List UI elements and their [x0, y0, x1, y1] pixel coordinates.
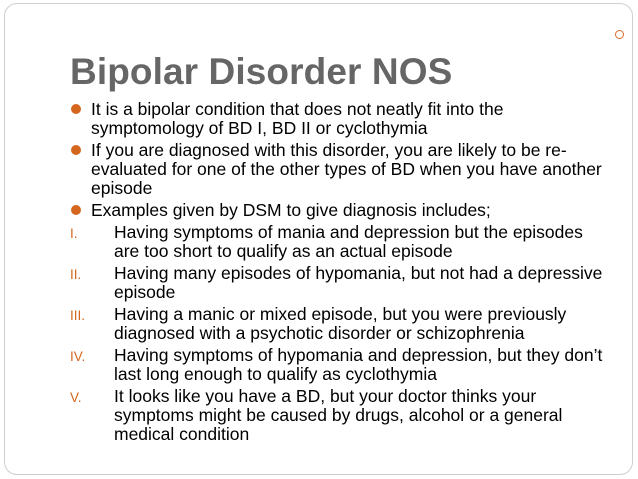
bullet-item	[70, 201, 610, 220]
numbered-item	[70, 387, 610, 444]
slide-content	[70, 100, 610, 447]
numbered-item	[70, 305, 610, 343]
slide-title: Bipolar Disorder NOS	[70, 51, 453, 92]
bullet-dot-icon	[71, 104, 81, 114]
bullet-text: If you are diagnosed with this disorder, you are likely to be re-evaluated for one of the other types of BD when you have another episode	[91, 140, 602, 198]
numbered-item	[70, 223, 610, 261]
bullet-item	[70, 100, 610, 138]
bullet-item	[70, 141, 610, 198]
numbered-text: It looks like you have a BD, but your doctor thinks your symptoms might be caused by drugs, alcohol or a general medical condition	[114, 386, 563, 444]
numbered-text: Having symptoms of mania and depression but the episodes are too short to qualify as an actual episode	[114, 222, 583, 261]
numbered-item	[70, 346, 610, 384]
numbered-text: Having symptoms of hypomania and depression, but they don’t last long enough to qualify as cyclothymia	[114, 345, 603, 384]
bullet-text: It is a bipolar condition that does not neatly fit into the symptomology of BD I, BD II or cyclothymia	[91, 99, 504, 138]
roman-numeral: III.	[70, 308, 86, 323]
bullet-dot-icon	[71, 205, 81, 215]
numbered-item	[70, 264, 610, 302]
numbered-text: Having a manic or mixed episode, but you were previously diagnosed with a psychotic disorder or schizophrenia	[114, 304, 567, 343]
numbered-text: Having many episodes of hypomania, but not had a depressive episode	[114, 263, 603, 302]
bullet-text: Examples given by DSM to give diagnosis includes;	[91, 200, 491, 220]
roman-numeral: II.	[70, 267, 82, 282]
corner-circle-icon	[615, 30, 624, 39]
bullet-dot-icon	[71, 145, 81, 155]
roman-numeral: V.	[70, 390, 82, 405]
roman-numeral: I.	[70, 226, 78, 241]
roman-numeral: IV.	[70, 349, 86, 364]
